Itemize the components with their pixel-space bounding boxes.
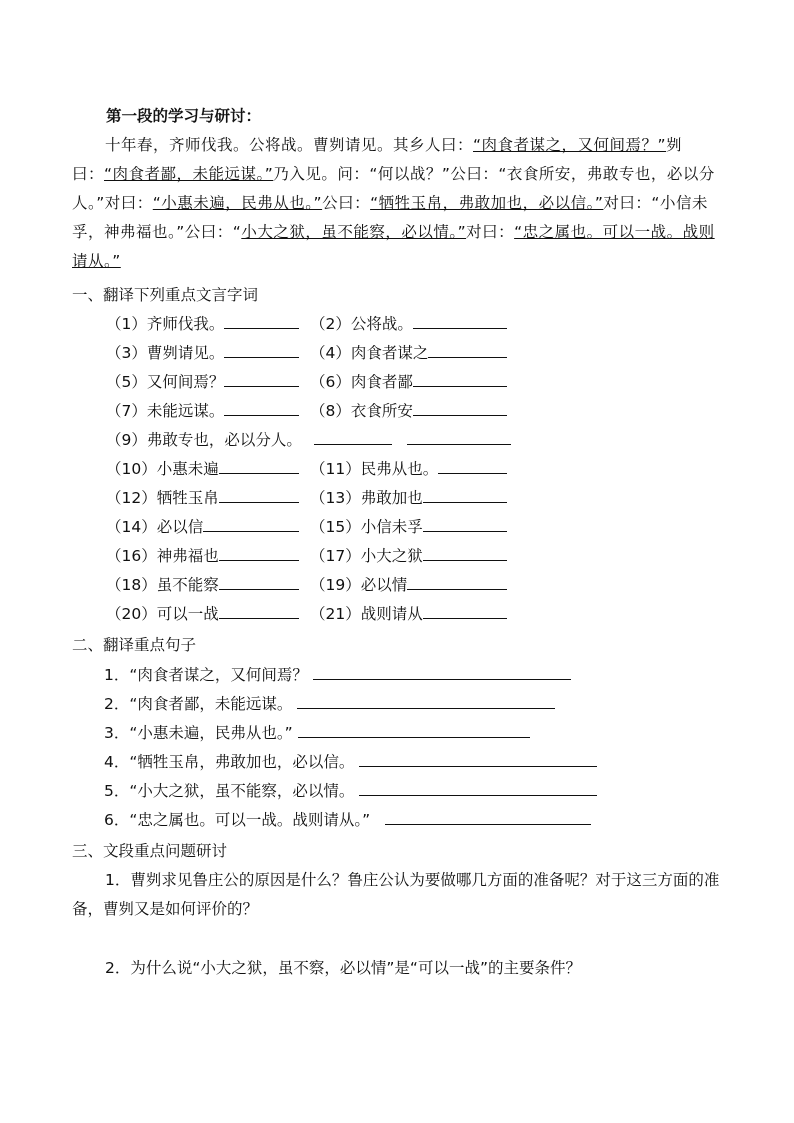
answer-blank[interactable]: [438, 457, 507, 474]
section3-title: 三、文段重点问题研讨: [72, 842, 228, 860]
vocab-term: （6）肉食者鄙: [310, 373, 413, 391]
vocab-item: [310, 457, 507, 479]
vocab-term: （4）肉食者谋之: [310, 344, 429, 362]
answer-blank[interactable]: [423, 515, 507, 532]
answer-blank[interactable]: [428, 341, 507, 358]
sentence-text: 6．“忠之属也。可以一战。战则请从。”: [104, 811, 371, 829]
passage-text: 十年春，齐师伐我。公将战。曹刿请见。其乡人曰：: [105, 136, 474, 154]
vocab-item: [310, 486, 507, 508]
passage-text: 公曰：: [322, 194, 371, 212]
passage-text: 乃入见。问：“何以战？”公曰：“衣食所安，弗敢专也，必以分人。”对曰：: [72, 165, 715, 212]
vocab-item: [106, 428, 392, 450]
vocab-term: （18）虽不能察: [106, 576, 219, 594]
passage: [72, 131, 724, 276]
vocab-term: （5）又何间焉？: [106, 373, 225, 391]
section2-title: 二、翻译重点句子: [72, 636, 197, 654]
sentence-item: [104, 663, 571, 685]
answer-blank[interactable]: [413, 312, 507, 329]
answer-blank[interactable]: [219, 573, 299, 590]
vocab-item: [407, 428, 511, 449]
vocab-item: [106, 544, 299, 566]
question-text: 2．为什么说“小大之狱，虽不察，必以情”是“可以一战”的主要条件？: [105, 959, 581, 977]
answer-blank[interactable]: [224, 370, 299, 387]
sentence-item: [104, 808, 591, 830]
answer-blank[interactable]: [423, 544, 507, 561]
answer-blank[interactable]: [219, 457, 299, 474]
vocab-term: （20）可以一战: [106, 605, 219, 623]
vocab-item: [310, 341, 507, 363]
vocab-term: （7）未能远谋。: [106, 402, 225, 420]
answer-blank[interactable]: [298, 721, 530, 738]
vocab-term: （10）小惠未遍: [106, 460, 219, 478]
answer-blank[interactable]: [359, 779, 597, 796]
vocab-item: [106, 370, 299, 392]
answer-blank[interactable]: [385, 808, 591, 825]
passage-quote: 小大之狱，虽不能察，必以情。”: [241, 223, 467, 241]
vocab-item: [106, 573, 299, 595]
passage-quote: “小惠未遍，民弗从也。”: [152, 194, 323, 212]
answer-blank[interactable]: [313, 663, 571, 680]
sentence-text: 3．“小惠未遍，民弗从也。”: [104, 724, 293, 742]
passage-quote: “肉食者谋之，又何间焉？”: [473, 136, 667, 154]
vocab-item: [106, 486, 299, 508]
passage-quote: “肉食者鄙，未能远谋。”: [104, 165, 274, 183]
sentence-text: 4．“牺牲玉帛，弗敢加也，必以信。: [104, 753, 355, 771]
passage-quote: “牺牲玉帛，弗敢加也，必以信。”: [370, 194, 604, 212]
answer-blank[interactable]: [224, 312, 299, 329]
vocab-term: （19）必以情: [310, 576, 408, 594]
sentence-item: [104, 692, 555, 714]
passage-text: 对曰：: [466, 223, 515, 241]
answer-blank[interactable]: [407, 428, 511, 445]
answer-blank[interactable]: [359, 750, 597, 767]
answer-blank[interactable]: [407, 573, 507, 590]
answer-blank[interactable]: [413, 370, 507, 387]
answer-blank[interactable]: [219, 544, 299, 561]
answer-blank[interactable]: [413, 399, 507, 416]
vocab-term: （16）神弗福也: [106, 547, 219, 565]
page-title: 第一段的学习与研讨：: [106, 107, 262, 125]
answer-blank[interactable]: [297, 692, 555, 709]
vocab-term: （21）战则请从: [310, 605, 423, 623]
vocab-item: [310, 515, 507, 537]
passage-text: 刿曰：: [72, 136, 683, 183]
vocab-item: [106, 602, 299, 624]
discussion-question: [72, 866, 724, 924]
vocab-item: [106, 341, 299, 363]
vocab-term: （8）衣食所安: [310, 402, 413, 420]
vocab-term: （13）弗敢加也: [310, 489, 423, 507]
answer-blank[interactable]: [219, 486, 299, 503]
answer-blank[interactable]: [224, 341, 299, 358]
passage-text: 对曰：“小信未孚，神弗福也。”公曰：“: [72, 194, 708, 241]
discussion-question: [72, 954, 724, 983]
sentence-text: 5．“小大之狱，虽不能察，必以情。: [104, 782, 355, 800]
sentence-item: [104, 779, 597, 801]
vocab-item: [310, 544, 507, 566]
question-text: 1．曹刿求见鲁庄公的原因是什么？鲁庄公认为要做哪几方面的准备呢？对于这三方面的准备，曹刿又是如何评价的？: [72, 871, 720, 918]
vocab-item: [310, 573, 507, 595]
vocab-term: （2）公将战。: [310, 315, 413, 333]
passage-quote: “忠之属也。可以一战。战则请从。”: [72, 223, 715, 270]
answer-blank[interactable]: [423, 486, 507, 503]
answer-blank[interactable]: [314, 428, 392, 445]
vocab-term: （12）牺牲玉帛: [106, 489, 219, 507]
vocab-term: （17）小大之狱: [310, 547, 423, 565]
vocab-item: [310, 312, 507, 334]
sentence-item: [104, 750, 597, 772]
vocab-term: （14）必以信: [106, 518, 204, 536]
answer-blank[interactable]: [224, 399, 299, 416]
answer-blank[interactable]: [423, 602, 507, 619]
vocab-item: [106, 312, 299, 334]
vocab-term: （3）曹刿请见。: [106, 344, 225, 362]
vocab-item: [310, 399, 507, 421]
section1-title: 一、翻译下列重点文言字词: [72, 286, 259, 304]
vocab-item: [106, 515, 299, 537]
sentence-item: [104, 721, 530, 743]
sentence-text: 2．“肉食者鄙，未能远谋。: [104, 695, 293, 713]
vocab-item: [310, 370, 507, 392]
answer-blank[interactable]: [219, 602, 299, 619]
vocab-item: [310, 602, 507, 624]
vocab-item: [106, 399, 299, 421]
vocab-term: （11）民弗从也。: [310, 460, 439, 478]
vocab-term: （9）弗敢专也，必以分人。: [106, 431, 302, 449]
vocab-item: [106, 457, 299, 479]
vocab-term: （15）小信未孚: [310, 518, 423, 536]
sentence-text: 1．“肉食者谋之，又何间焉？: [104, 666, 308, 684]
vocab-term: （1）齐师伐我。: [106, 315, 225, 333]
answer-blank[interactable]: [203, 515, 299, 532]
